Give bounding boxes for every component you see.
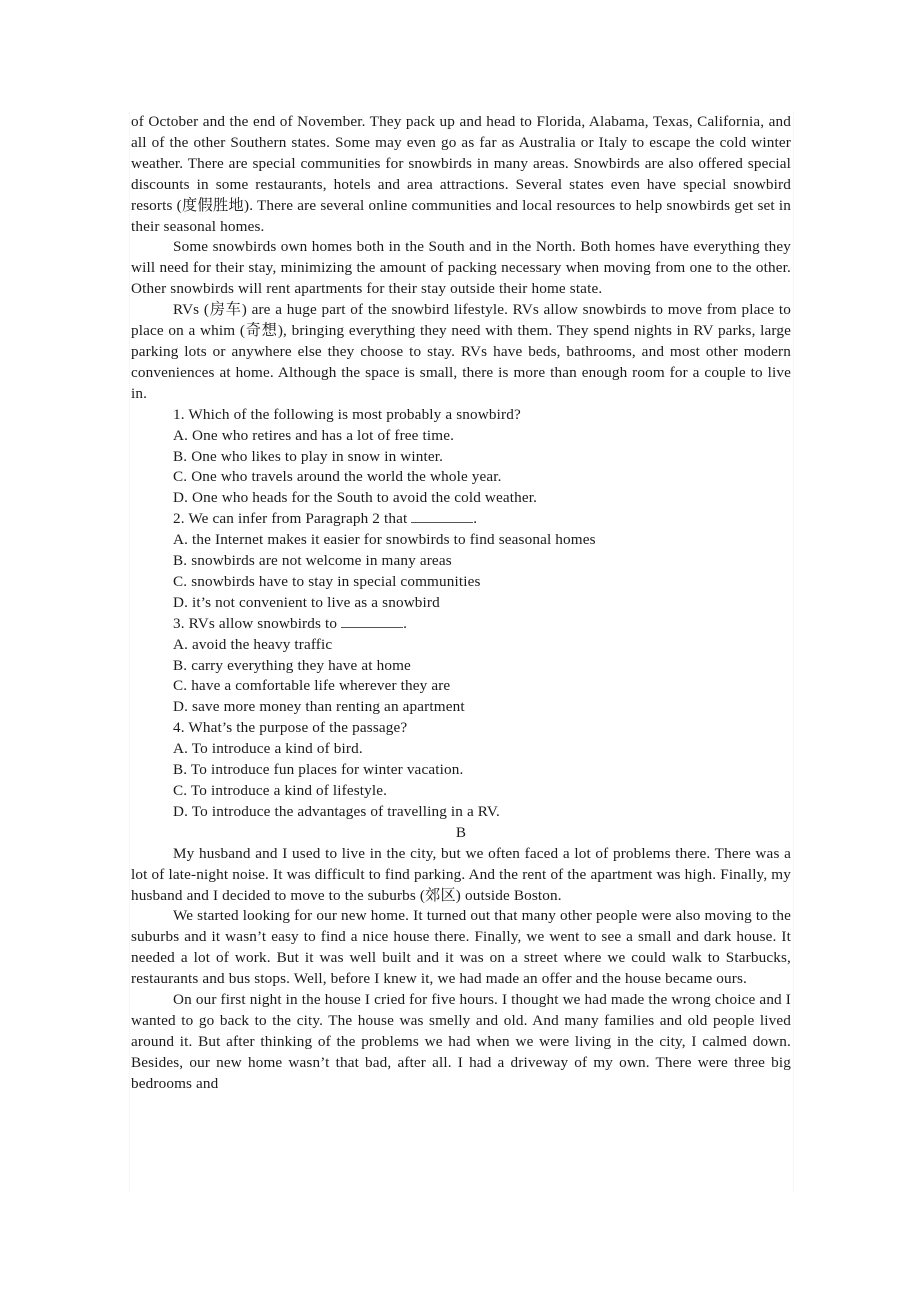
- option-a: A. To introduce a kind of bird.: [131, 739, 791, 760]
- option-d: D. To introduce the advantages of travelling in a RV.: [131, 802, 791, 823]
- passage-a-paragraph-1: of October and the end of November. They pack up and head to Florida, Alabama, Texas, California, and all of the other Southern states. Some may even go as far as Australia or Italy to escape the cold winter weather. There are special communities for snowbirds in many areas. Snowbirds are also offered special discounts in some restaurants, hotels and area attractions. Several states even have special snowbird resorts (度假胜地). There are several online communities and local resources to help snowbirds get set in their seasonal homes.: [131, 113, 791, 235]
- option-c: C. To introduce a kind of lifestyle.: [131, 781, 791, 802]
- option-b: B. snowbirds are not welcome in many areas: [131, 551, 791, 572]
- option-a: A. One who retires and has a lot of free time.: [131, 426, 791, 447]
- passage-a-paragraph-2: Some snowbirds own homes both in the South and in the North. Both homes have everything they will need for their stay, minimizing the amount of packing necessary when moving from one to the other. Other snowbirds will rent apartments for their stay outside their home state.: [131, 238, 791, 298]
- option-a: A. the Internet makes it easier for snowbirds to find seasonal homes: [131, 530, 791, 551]
- question-stem: 3. RVs allow snowbirds to .: [131, 614, 791, 635]
- question-3: [131, 614, 791, 719]
- option-b: B. carry everything they have at home: [131, 656, 791, 677]
- section-b-heading: B: [455, 823, 467, 841]
- right-margin-guide: [793, 112, 794, 1192]
- passage-b-paragraph-1: My husband and I used to live in the city, but we often faced a lot of problems there. There was a lot of late-night noise. It was difficult to find parking. And the rent of the apartment was high. Finally, my husband and I decided to move to the suburbs (郊区) outside Boston.: [131, 844, 791, 904]
- option-c: C. have a comfortable life wherever they are: [131, 676, 791, 697]
- passage-a-paragraph-3: RVs (房车) are a huge part of the snowbird lifestyle. RVs allow snowbirds to move from place to place on a whim (奇想), bringing everything they need with them. They spend nights in RV parks, large parking lots or anywhere else they choose to stay. RVs have beds, bathrooms, and most other modern conveniences at home. Although the space is small, there is more than enough room for a couple to live in.: [131, 301, 791, 402]
- passage-b-paragraph-2: We started looking for our new home. It turned out that many other people were also moving to the suburbs and it wasn’t easy to find a nice house there. Finally, we went to see a small and dark house. It needed a lot of work. But it was well built and it was on a street where we could walk to Starbucks, restaurants and bus stops. Well, before I knew it, we had made an offer and the house became ours.: [131, 907, 791, 988]
- option-d: D. One who heads for the South to avoid the cold weather.: [131, 488, 791, 509]
- option-d: D. save more money than renting an apartment: [131, 697, 791, 718]
- passage-b-paragraph-3: On our first night in the house I cried for five hours. I thought we had made the wrong choice and I wanted to go back to the city. The house was smelly and old. And many families and old people lived around it. But after thinking of the problems we had when we were living in the city, I calmed down. Besides, our new home wasn’t that bad, after all. I had a driveway of my own. There were three big bedrooms and: [131, 991, 791, 1092]
- option-b: B. One who likes to play in snow in winter.: [131, 447, 791, 468]
- question-stem: 2. We can infer from Paragraph 2 that .: [131, 509, 791, 530]
- question-1: [131, 405, 791, 510]
- option-a: A. avoid the heavy traffic: [131, 635, 791, 656]
- option-c: C. snowbirds have to stay in special communities: [131, 572, 791, 593]
- answer-blank: [411, 510, 473, 523]
- option-b: B. To introduce fun places for winter vacation.: [131, 760, 791, 781]
- question-stem: 4. What’s the purpose of the passage?: [131, 718, 791, 739]
- question-2: [131, 509, 791, 614]
- left-margin-guide: [129, 112, 130, 1192]
- answer-blank: [341, 615, 403, 628]
- question-4: [131, 718, 791, 823]
- option-c: C. One who travels around the world the whole year.: [131, 467, 791, 488]
- question-stem: 1. Which of the following is most probably a snowbird?: [131, 405, 791, 426]
- option-d: D. it’s not convenient to live as a snowbird: [131, 593, 791, 614]
- document-page: [131, 112, 791, 1095]
